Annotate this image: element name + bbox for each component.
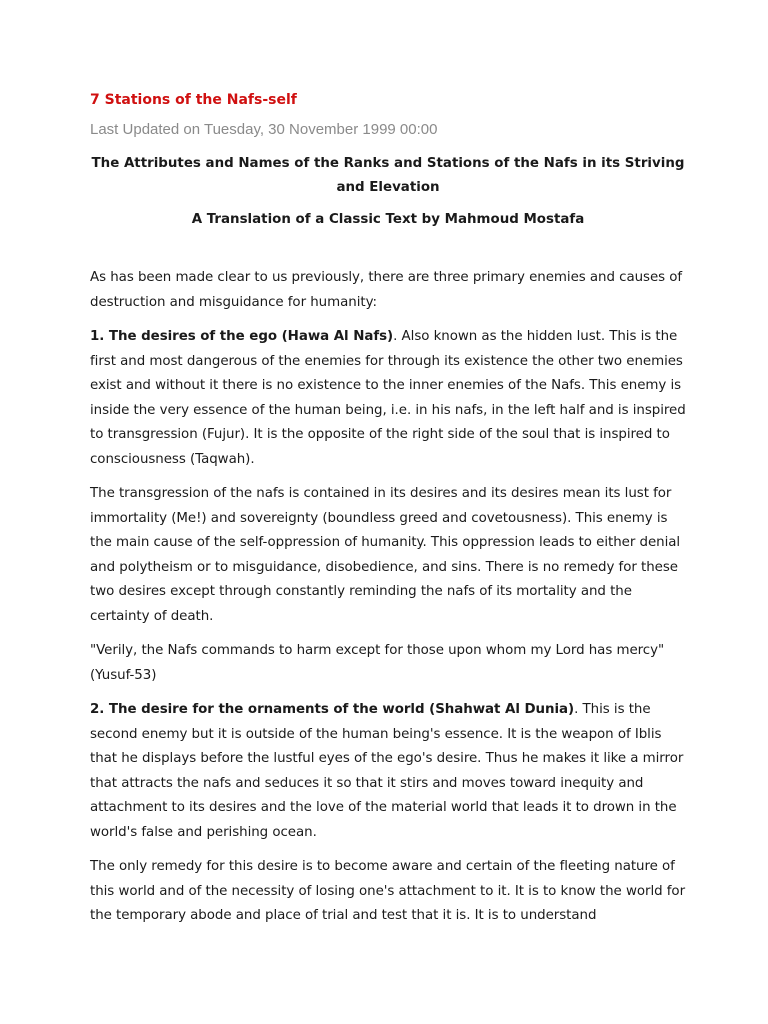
enemy-2-lead: 2. The desire for the ornaments of the world (Shahwat Al Dunia) — [90, 702, 575, 717]
transgression-paragraph: The transgression of the nafs is contained in its desires and its desires mean its lust for immortality (Me!) and sovereignty (boundless greed and covetousness). This enemy is the main cause of the self-oppression of humanity. This oppression leads to either denial and polytheism or to misguidance, disobedience, and sins. There is no remedy for these two desires except through constantly reminding the nafs of its mortality and the certainty of death. — [90, 486, 681, 624]
enemy-1-lead: 1. The desires of the ego (Hawa Al Nafs) — [90, 329, 394, 344]
article-body — [90, 90, 686, 939]
enemy-2-paragraph — [90, 698, 686, 845]
article-heading: The Attributes and Names of the Ranks and Stations of the Nafs in its Striving and Elevation — [91, 156, 685, 195]
remedy-paragraph: The only remedy for this desire is to become aware and certain of the fleeting nature of this world and of the necessity of losing one's attachment to it. It is to know the world for the temporary abode and place of trial and test that it is. It is to understand — [90, 859, 686, 923]
quote-paragraph: "Verily, the Nafs commands to harm except for those upon whom my Lord has mercy" (Yusuf-53) — [90, 643, 665, 683]
enemy-1-paragraph — [90, 325, 686, 472]
article-subheading: A Translation of a Classic Text by Mahmoud Mostafa — [191, 212, 585, 227]
last-updated: Last Updated on Tuesday, 30 November 1999 00:00 — [90, 121, 438, 138]
intro-paragraph: As has been made clear to us previously, there are three primary enemies and causes of destruction and misguidance for humanity: — [90, 270, 683, 310]
enemy-1-body: . Also known as the hidden lust. This is the first and most dangerous of the enemies for through its existence the other two enemies exist and without it there is no existence to the inner enemies of the Nafs. This enemy is inside the very essence of the human being, i.e. in his nafs, in the left half and is inspired to transgression (Fujur). It is the opposite of the right side of the soul that is inspired to consciousness (Taqwah). — [90, 329, 686, 467]
enemy-2-body: . This is the second enemy but it is outside of the human being's essence. It is the weapon of Iblis that he displays before the lustful eyes of the ego's desire. Thus he makes it like a mirror that attracts the nafs and seduces it so that it stirs and moves toward inequity and attachment to its desires and the love of the material world that leads it to drown in the world's false and perishing ocean. — [90, 702, 684, 840]
article-title: 7 Stations of the Nafs-self — [90, 92, 297, 108]
